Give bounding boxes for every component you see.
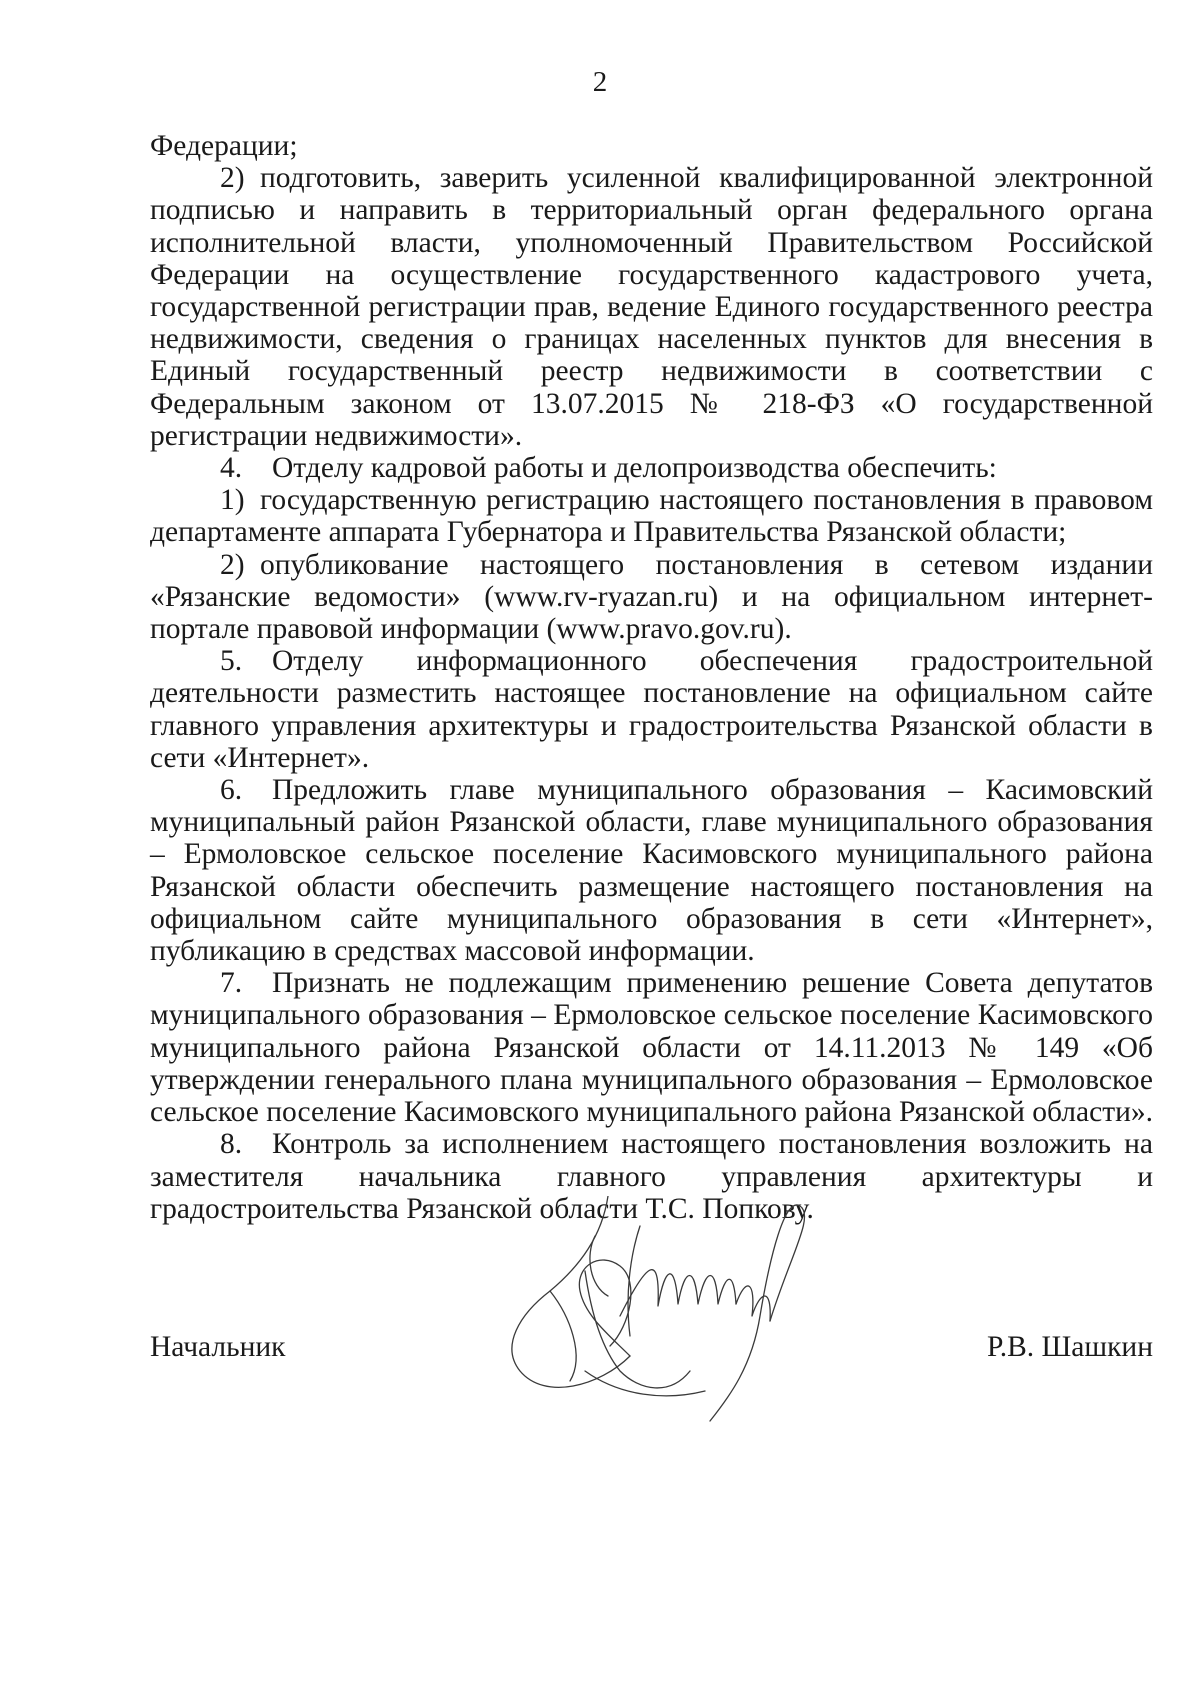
subitem-text: подготовить, заверить усиленной квалифицированной электронной подписью и направить в территориальный орган федерального органа исполнительной власти, уполномоченный Правительством Российской Федерации на осуществление государственного кадастрового учета, государственной регистрации прав, ведение Единого государственного реестра недвижимости, сведения о границах населенных пунктов для внесения в Единый государственный реестр недвижимости в соответствии с Федеральным законом от 13.07.2015 № 218-ФЗ «О государственной регистрации недвижимости». [150, 162, 1153, 452]
subitem-number: 2) [220, 162, 245, 195]
paragraph-continuation: Федерации; [150, 130, 298, 162]
item-number: 7. [220, 967, 243, 1000]
item-number: 6. [220, 774, 243, 807]
item-text: Признать не подлежащим применению решение Совета депутатов муниципального образования – Ермоловское сельское поселение Касимовского муниципального района Рязанской области от 14.11.2013 № 149 «Об утверждении генерального плана муниципального образования – Ермоловское сельское поселение Касимовского муниципального района Рязанской области». [150, 967, 1154, 1129]
page-number: 2 [592, 66, 608, 98]
subitem-text: опубликование настоящего постановления в сетевом издании «Рязанские ведомости» (www.rv-ryazan.ru) и на официальном интернет-портале правовой информации (www.pravo.gov.ru). [150, 548, 1153, 646]
subitem-2-prepare-boundaries [150, 162, 1153, 452]
subitem-1-registration [150, 484, 1153, 548]
subitem-text: государственную регистрацию настоящего постановления в правовом департаменте аппарата Губернатора и Правительства Рязанской области; [150, 484, 1153, 549]
item-7-invalidate-decision [150, 967, 1153, 1128]
item-6-municipal-heads [150, 774, 1153, 967]
signature-block [150, 1331, 1153, 1371]
item-text: Отделу кадровой работы и делопроизводства обеспечить: [272, 452, 997, 485]
item-5-website-posting [150, 645, 1153, 774]
subitem-number: 2) [220, 548, 245, 581]
item-text: Предложить главе муниципального образования – Касимовский муниципальный район Рязанской области, главе муниципального образования – Ермоловское сельское поселение Касимовского муниципального района Рязанской области обеспечить размещение настоящего постановления на официальном сайте муниципального образования в сети «Интернет», публикацию в средствах массовой информации. [150, 774, 1153, 968]
item-4-records-department [150, 452, 1153, 484]
item-number: 5. [220, 645, 243, 678]
subitem-number: 1) [220, 484, 245, 517]
subitem-2-publication [150, 549, 1153, 646]
item-number: 8. [220, 1128, 243, 1161]
item-text: Отделу информационного обеспечения градостроительной деятельности разместить настоящее постановление на официальном сайте главного управления архитектуры и градостроительства Рязанской области в сети «Интернет». [150, 645, 1153, 774]
handwritten-signature [490, 1196, 830, 1436]
signatory-position: Начальник [150, 1331, 286, 1363]
item-text: Контроль за исполнением настоящего постановления возложить на заместителя начальника главного управления архитектуры и градостроительства Рязанской области Т.С. Попкову. [150, 1128, 1153, 1225]
document-body [150, 130, 1153, 1225]
item-number: 4. [220, 452, 243, 485]
signatory-name: Р.В. Шашкин [987, 1331, 1153, 1363]
